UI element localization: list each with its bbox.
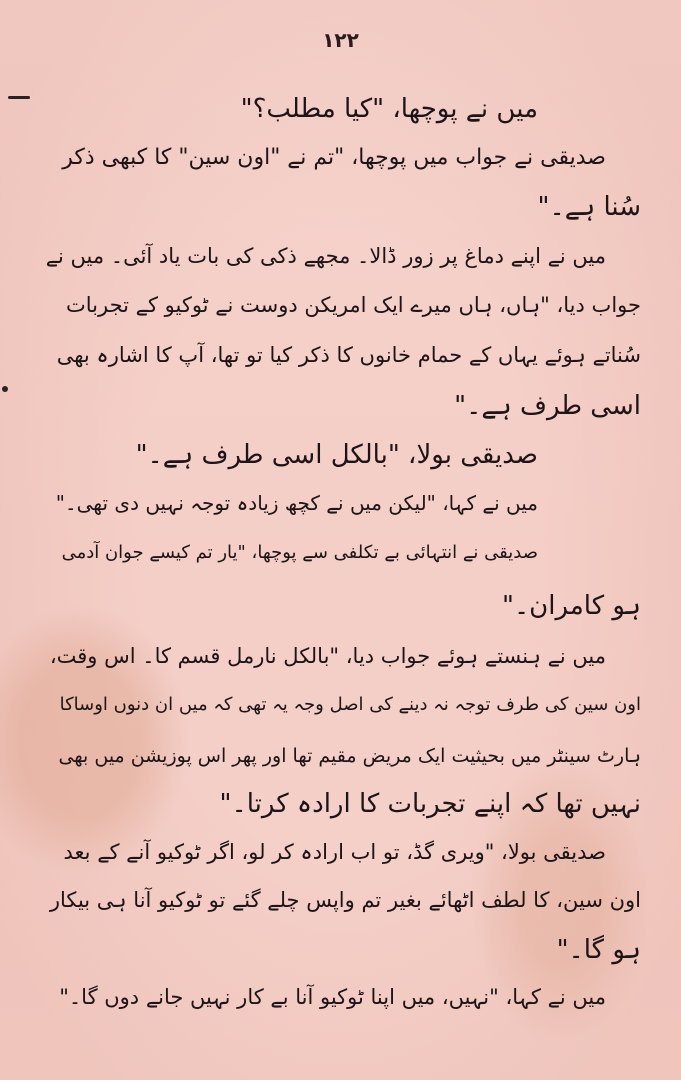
text-line: نہیں تھا کہ اپنے تجربات کا ارادہ کرتا۔"	[219, 789, 641, 819]
text-line: سُنا ہے۔"	[537, 192, 641, 222]
text-line: میں نے اپنے دماغ پر زور ڈالا۔ مجھے ذکی کی بات یاد آئی۔ میں نے	[45, 244, 606, 268]
text-line: میں نے کہا، "لیکن میں نے کچھ زیادہ توجہ نہیں دی تھی۔"	[55, 491, 538, 515]
text-line: میں نے ہنستے ہوئے جواب دیا، "بالکل نارمل قسم کا۔ اس وقت،	[49, 644, 606, 668]
text-line: ہو کامران۔"	[501, 591, 641, 621]
text-line: میں نے پوچھا، "کیا مطلب؟"	[240, 94, 538, 124]
text-line: صدیقی نے انتہائی بے تکلفی سے پوچھا، "یار تم کیسے جوان آدمی	[61, 542, 538, 563]
text-line: صدیقی بولا، "ویری گڈ، تو اب ارادہ کر لو، اگر ٹوکیو آنے کے بعد	[63, 840, 606, 864]
text-line: ہارٹ سینٹر میں بحیثیت ایک مریض مقیم تھا اور پھر اس پوزیشن میں بھی	[58, 745, 641, 767]
text-line: ہو گا۔"	[556, 935, 641, 965]
text-line: میں نے کہا، "نہیں، میں اپنا ٹوکیو آنا بے کار نہیں جانے دوں گا۔"	[59, 985, 606, 1009]
text-line: اون سین، کا لطف اٹھائے بغیر تم واپس چلے گئے تو ٹوکیو آنا ہی بیکار	[49, 888, 641, 912]
text-line: صدیقی بولا، "بالکل اسی طرف ہے۔"	[135, 440, 538, 470]
page-number: ۱۲۲	[322, 28, 359, 52]
text-line: اسی طرف ہے۔"	[454, 391, 641, 421]
text-line: جواب دیا، "ہاں، ہاں میرے ایک امریکن دوست نے ٹوکیو کے تجربات	[65, 293, 641, 317]
text-line: صدیقی نے جواب میں پوچھا، "تم نے "اون سین" کا کبھی ذکر	[62, 145, 606, 170]
text-line: اون سین کی طرف توجہ نہ دینے کی اصل وجہ یہ تھی کہ میں ان دنوں اوساکا	[59, 694, 641, 715]
text-line: سُناتے ہوئے یہاں کے حمام خانوں کا ذکر کیا تو تھا، آپ کا اشارہ بھی	[56, 343, 641, 367]
